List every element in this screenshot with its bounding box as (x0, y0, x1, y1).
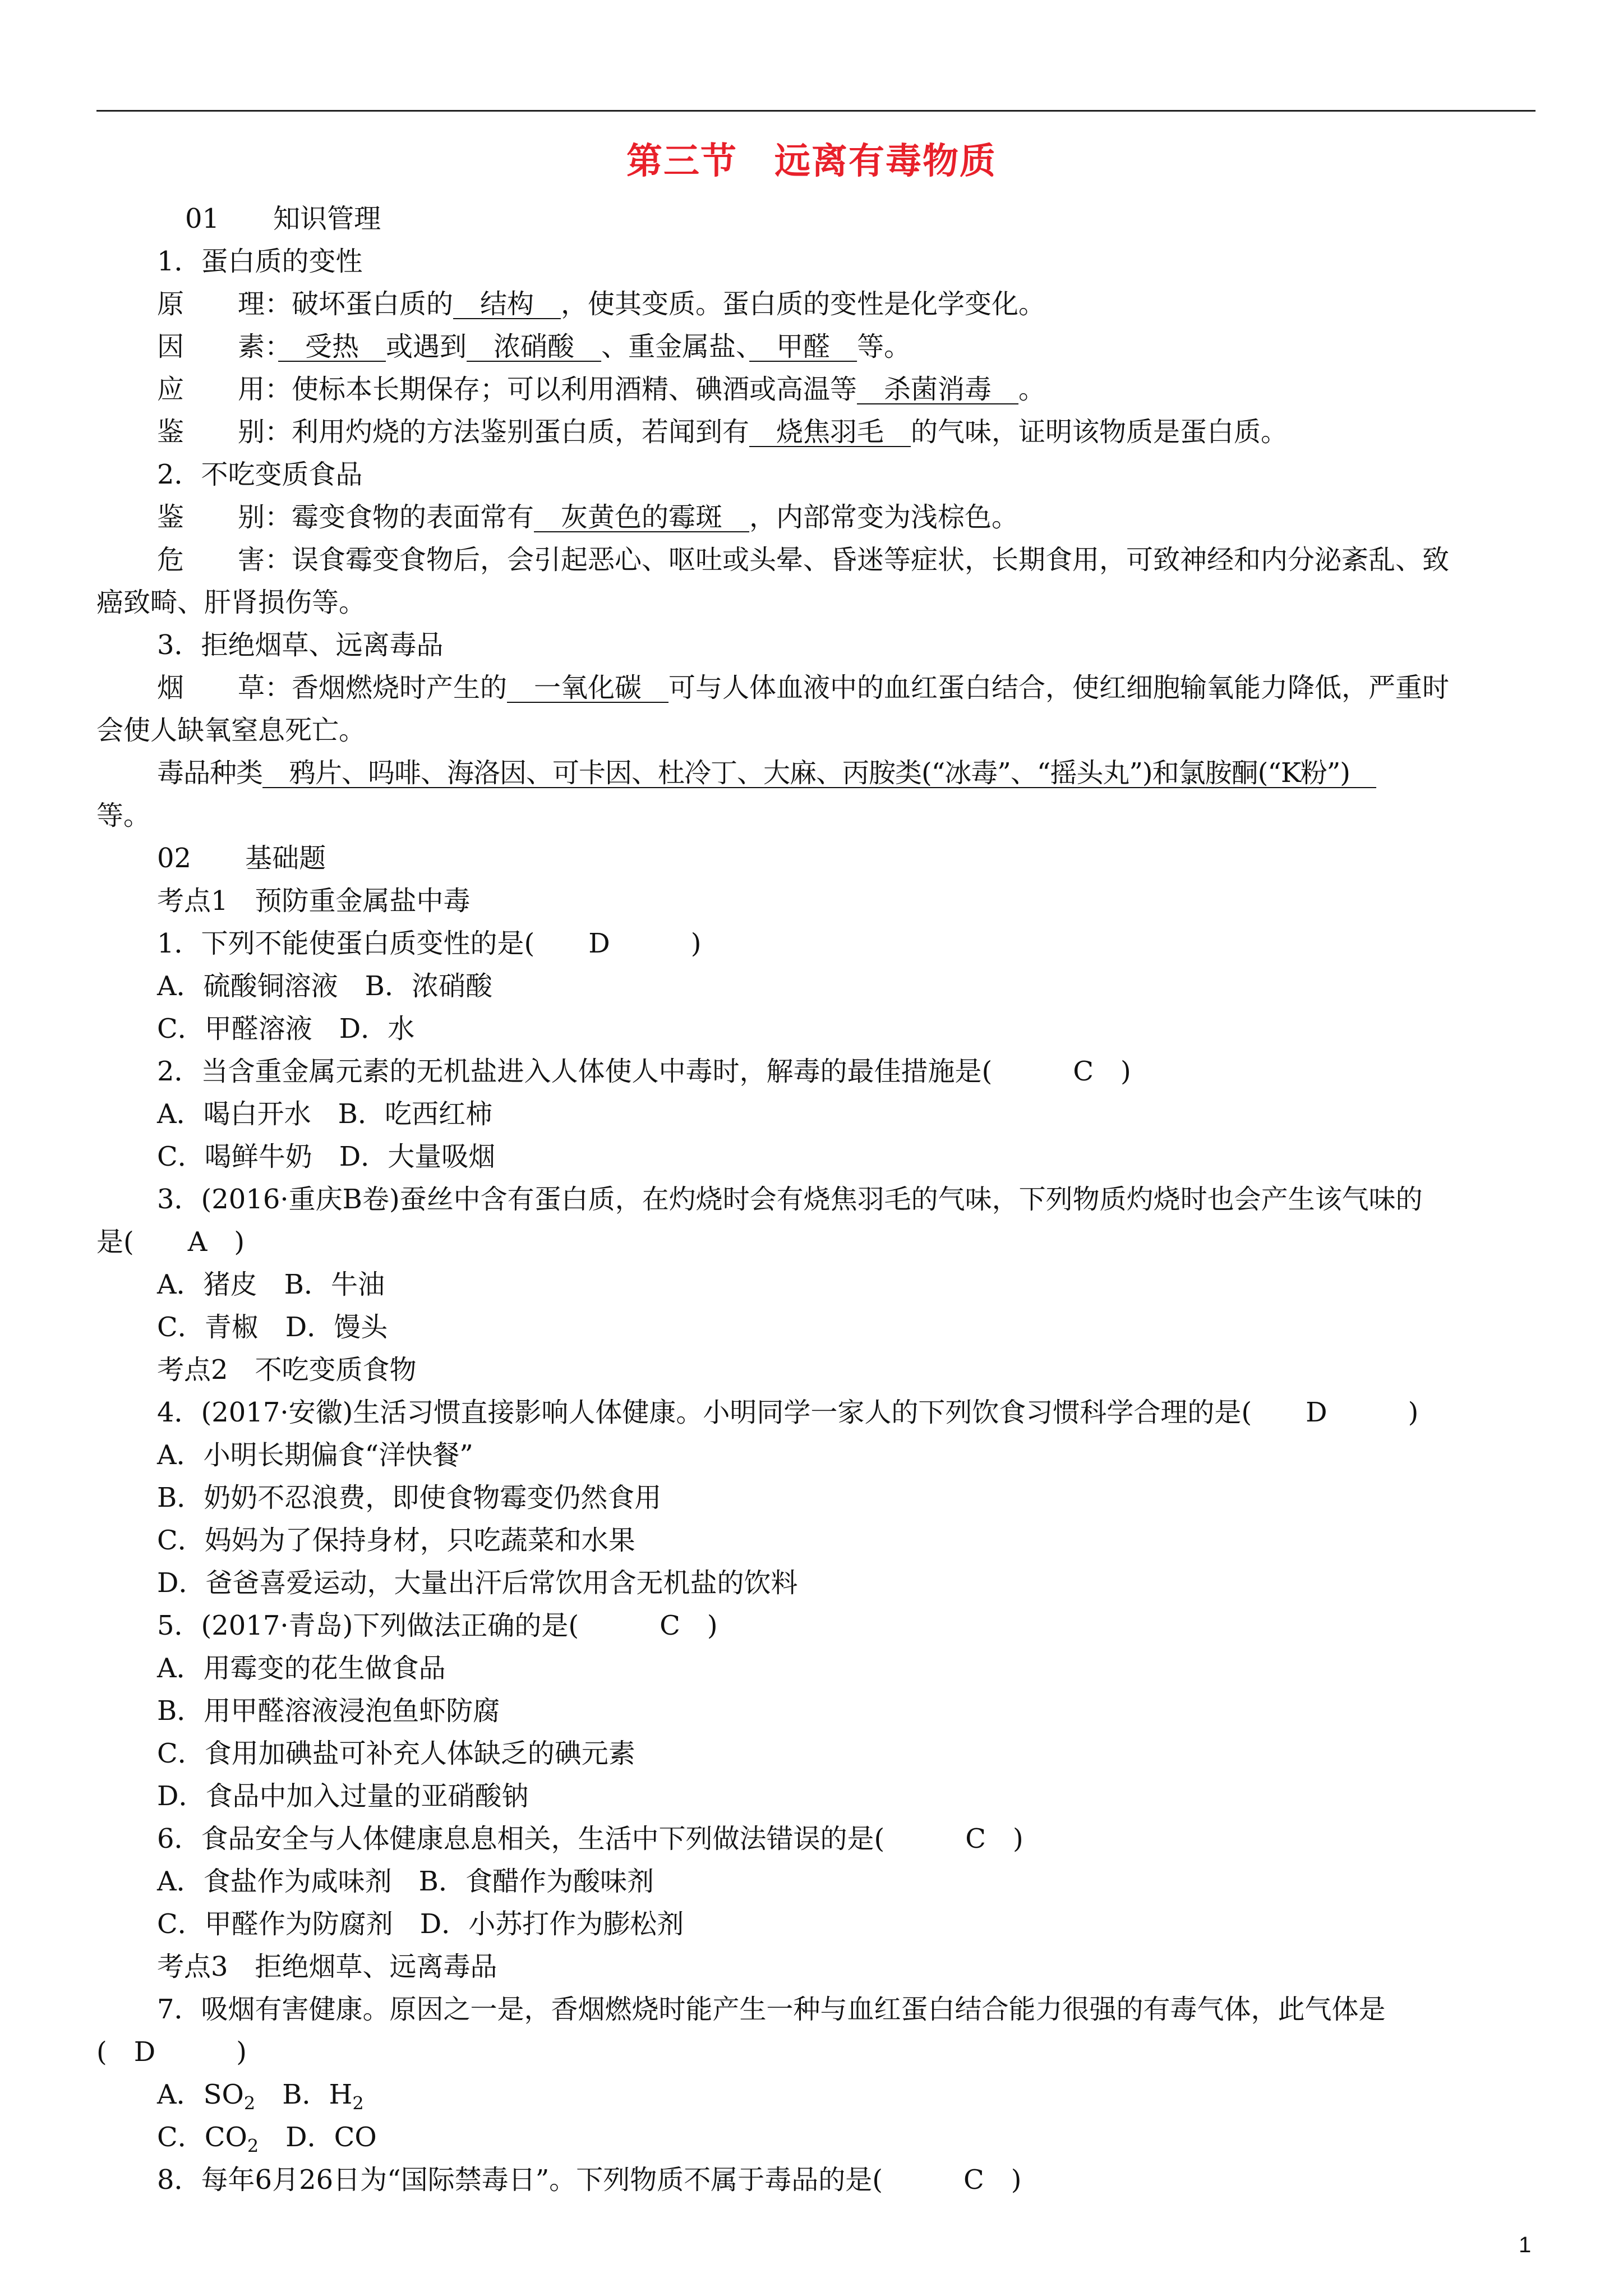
question-3-options-cd: C．青椒 D．馒头 (157, 1312, 388, 1343)
question-4-option-c: C．妈妈为了保持身材，只吃蔬菜和水果 (157, 1525, 635, 1556)
paragraph-tobacco-line2: 会使人缺氧窒息死亡。 (96, 715, 366, 746)
question-3-stem-line1: 3．(2016·重庆B卷)蚕丝中含有蛋白质，在灼烧时会有烧焦羽毛的气味，下列物质灼烧时也会产生该气味的 (157, 1184, 1423, 1215)
answer-blank: 受热 (278, 331, 386, 362)
question-5-stem: 5．(2017·青岛)下列做法正确的是( C ) (157, 1610, 718, 1641)
question-5-option-a: A．用霉变的花生做食品 (157, 1653, 446, 1684)
paragraph-identify-mold: 鉴 别：霉变食物的表面常有 灰黄色的霉斑 ，内部常变为浅棕色。 (157, 501, 1019, 533)
question-5-option-b: B．用甲醛溶液浸泡鱼虾防腐 (157, 1695, 500, 1727)
question-7-stem-line2: ( D ) (96, 2036, 247, 2068)
paragraph-identify: 鉴 别：利用灼烧的方法鉴别蛋白质，若闻到有 烧焦羽毛 的气味，证明该物质是蛋白质。 (157, 416, 1288, 448)
question-3-options-ab: A．猪皮 B．牛油 (157, 1269, 385, 1300)
subheading: 3．拒绝烟草、远离毒品 (157, 629, 444, 661)
question-4-option-b: B．奶奶不忍浪费，即使食物霉变仍然食用 (157, 1482, 662, 1513)
page-title: 第三节 远离有毒物质 (626, 141, 997, 182)
header-rule (96, 110, 1536, 112)
answer-blank: 杀菌消毒 (857, 374, 1019, 405)
answer-blank: 烧焦羽毛 (749, 416, 911, 448)
question-4-option-a: A．小明长期偏食“洋快餐” (157, 1439, 473, 1471)
topic-heading: 考点2 不吃变质食物 (157, 1354, 417, 1386)
question-1-options-ab: A．硫酸铜溶液 B．浓硝酸 (157, 970, 492, 1002)
paragraph-tobacco-line1: 烟 草：香烟燃烧时产生的 一氧化碳 可与人体血液中的血红蛋白结合，使红细胞输氧能力降低，严重时 (157, 672, 1450, 703)
question-7-options-ab: A．$SO_2$ B．$H_2$ (157, 2079, 364, 2114)
section-name: 知识管理 (273, 203, 381, 234)
section-heading (185, 202, 381, 236)
question-2-stem: 2．当含重金属元素的无机盐进入人体使人中毒时，解毒的最佳措施是( C ) (157, 1056, 1131, 1087)
question-2-options-cd: C．喝鲜牛奶 D．大量吸烟 (157, 1141, 496, 1172)
paragraph-drugs-line2: 等。 (96, 800, 151, 831)
section-number: 01 (185, 203, 220, 234)
question-6-options-cd: C．甲醛作为防腐剂 D．小苏打作为膨松剂 (157, 1908, 684, 1940)
answer-blank: 灰黄色的霉斑 (534, 501, 750, 533)
paragraph-application: 应 用：使标本长期保存；可以利用酒精、碘酒或高温等 杀菌消毒 。 (157, 374, 1046, 405)
answer-blank: 浓硝酸 (467, 331, 602, 362)
answer-blank: 一氧化碳 (507, 672, 669, 703)
page-number: 1 (1519, 2233, 1532, 2257)
topic-heading: 考点1 预防重金属盐中毒 (157, 885, 471, 917)
question-6-options-ab: A．食盐作为咸味剂 B．食醋作为酸味剂 (157, 1866, 654, 1897)
answer-blank: 结构 (453, 288, 561, 320)
subheading: 1．蛋白质的变性 (157, 246, 363, 277)
topic-heading: 考点3 拒绝烟草、远离毒品 (157, 1951, 497, 1982)
section-name: 基础题 (245, 843, 326, 874)
question-1-stem: 1．下列不能使蛋白质变性的是( D ) (157, 928, 702, 959)
question-5-option-c: C．食用加碘盐可补充人体缺乏的碘元素 (157, 1738, 635, 1769)
answer-blank: 鸦片、吗啡、海洛因、可卡因、杜冷丁、大麻、丙胺类(“冰毒”、“摇头丸”)和氯胺酮(“K粉”) (262, 757, 1377, 789)
paragraph-harm-line2: 癌致畸、肝肾损伤等。 (96, 587, 366, 618)
question-7-options-cd: C．$CO_2$ D．CO (157, 2122, 377, 2157)
question-3-stem-line2: 是( A ) (96, 1226, 245, 1258)
question-4-stem: 4．(2017·安徽)生活习惯直接影响人体健康。小明同学一家人的下列饮食习惯科学合理的是( D ) (157, 1397, 1419, 1428)
section-number: 02 (157, 843, 192, 874)
paragraph-principle: 原 理：破坏蛋白质的 结构 ，使其变质。蛋白质的变性是化学变化。 (157, 288, 1046, 320)
answer-blank: 甲醛 (749, 331, 857, 362)
question-7-stem-line1: 7．吸烟有害健康。原因之一是，香烟燃烧时能产生一种与血红蛋白结合能力很强的有毒气体，此气体是 (157, 1994, 1386, 2025)
question-6-stem: 6．食品安全与人体健康息息相关，生活中下列做法错误的是( C ) (157, 1823, 1023, 1855)
subheading: 2．不吃变质食品 (157, 459, 363, 490)
paragraph-harm-line1: 危 害：误食霉变食物后，会引起恶心、呕吐或头晕、昏迷等症状，长期食用，可致神经和内分泌紊乱、致 (157, 544, 1450, 576)
question-5-option-d: D．食品中加入过量的亚硝酸钠 (157, 1780, 529, 1812)
paragraph-factors: 因 素： 受热 或遇到 浓硝酸 、重金属盐、 甲醛 等。 (157, 331, 911, 362)
question-4-option-d: D．爸爸喜爱运动，大量出汗后常饮用含无机盐的饮料 (157, 1567, 798, 1599)
section-heading (157, 841, 326, 875)
question-8-stem: 8．每年6月26日为“国际禁毒日”。下列物质不属于毒品的是( C ) (157, 2164, 1022, 2196)
paragraph-drugs-line1: 毒品种类 鸦片、吗啡、海洛因、可卡因、杜冷丁、大麻、丙胺类(“冰毒”、“摇头丸”)和氯胺酮(“K粉”) (157, 757, 1377, 789)
question-2-options-ab: A．喝白开水 B．吃西红柿 (157, 1098, 492, 1130)
question-1-options-cd: C．甲醛溶液 D．水 (157, 1013, 415, 1045)
